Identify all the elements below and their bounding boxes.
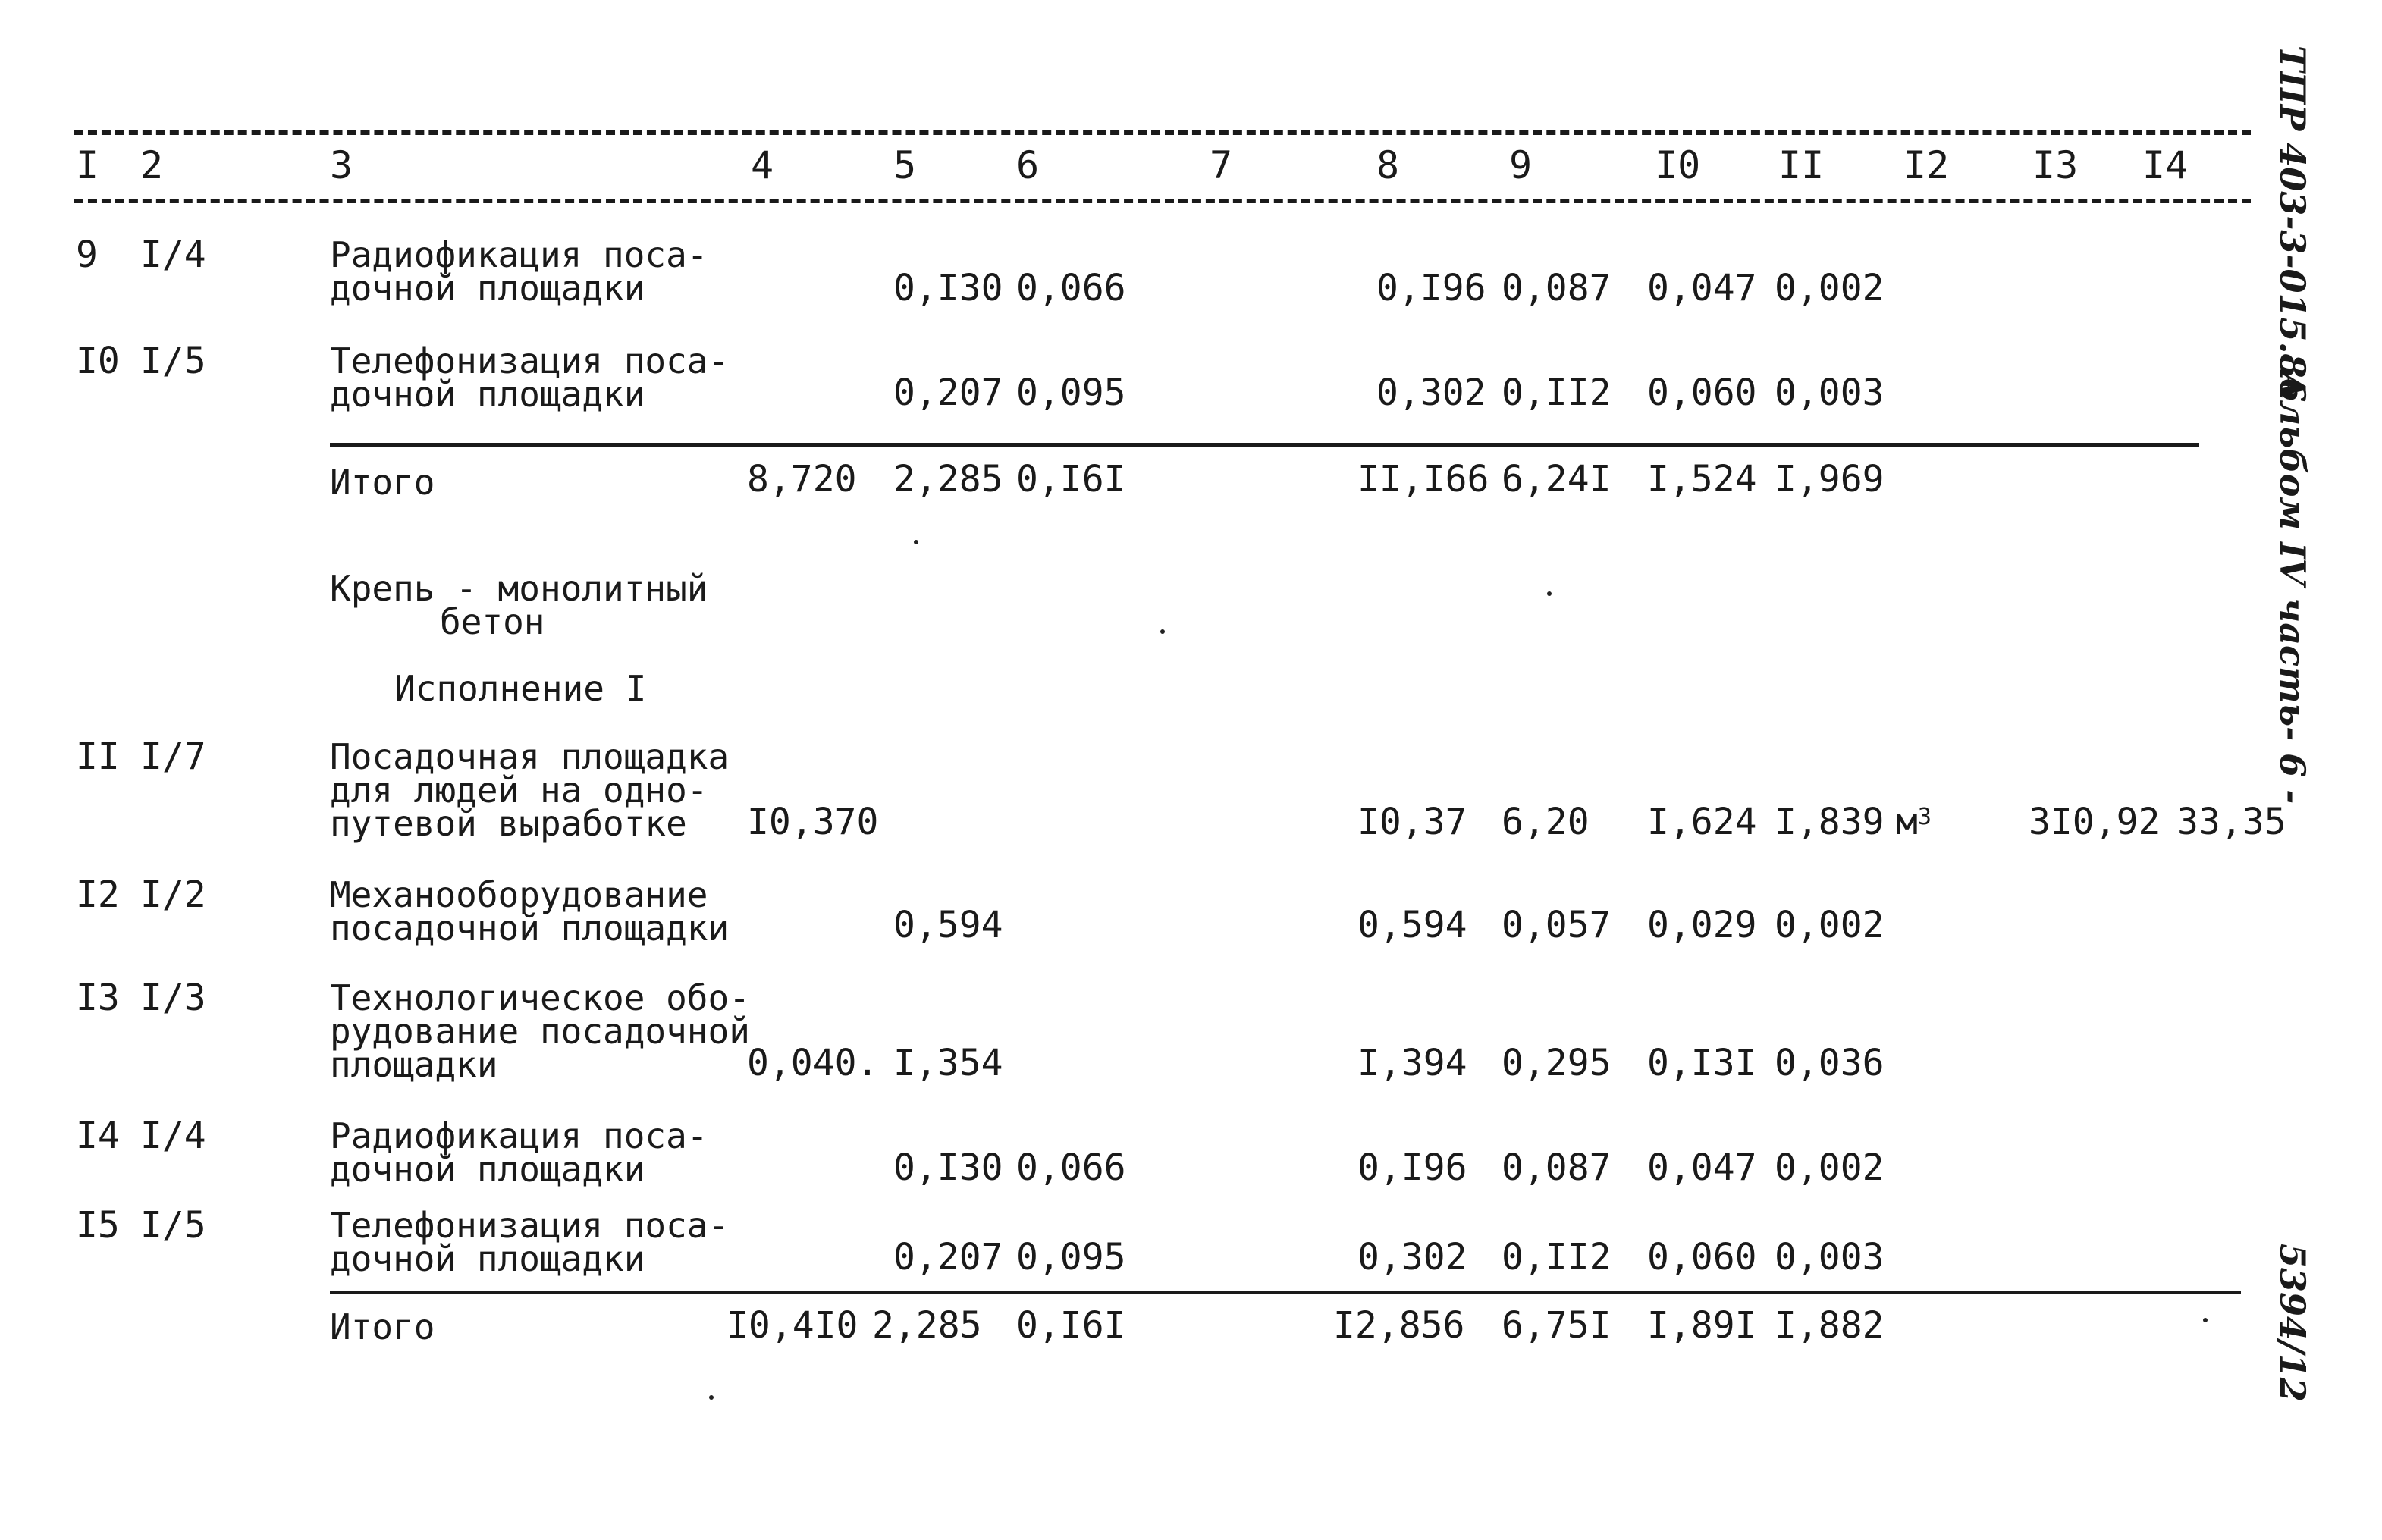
subtotal-rule-1 [330,443,2199,447]
row-11-unit [1896,801,1932,843]
row-15-name-line-1: Телефонизация поса- [330,1205,730,1246]
row-12-name-line-1: Механооборудование [330,874,708,915]
row-11-code: I/7 [140,735,206,778]
header-col-13: I3 [2032,143,2079,187]
subtotal-rule-2 [330,1291,2241,1294]
side-album-label: Альбом IV часть- 6 - [2272,372,2313,805]
row-14-col-5: 0,I30 [893,1146,1003,1189]
row-15-col-11: 0,003 [1775,1236,1885,1278]
row-15-col-8: 0,302 [1357,1236,1467,1278]
row-11-col-14: 33,35 [2176,801,2286,843]
row-14-col-8: 0,I96 [1357,1146,1467,1189]
row-15-num: I5 [76,1204,120,1247]
side-document-code: ТПР 403-3-015.86 [2272,45,2313,403]
row-10-col-10: 0,060 [1647,372,1757,414]
subtotal-2-col-11: I,882 [1775,1304,1885,1347]
row-10-name-line-2: дочной площадки [330,374,645,415]
row-13-col-11: 0,036 [1775,1042,1885,1084]
row-15-col-9: 0,II2 [1502,1236,1612,1278]
row-11-num: II [76,735,120,778]
header-col-6: 6 [1016,143,1040,187]
row-11-unit-base: м [1896,801,1918,843]
row-15-col-6: 0,095 [1016,1236,1126,1278]
row-12-col-11: 0,002 [1775,904,1885,946]
row-9-name-line-2: дочной площадки [330,268,645,309]
row-9-col-9: 0,087 [1502,267,1612,309]
row-14-col-6: 0,066 [1016,1146,1126,1189]
subtotal-2-label: Итого [330,1306,435,1347]
scan-speck [1547,591,1552,596]
row-9-col-11: 0,002 [1775,267,1885,309]
row-11-name-line-1: Посадочная площадка [330,736,730,777]
side-sheet-number: 5394/12 [2272,1244,2313,1402]
row-15-name-line-2: дочной площадки [330,1238,645,1279]
subtotal-1-col-6: 0,I6I [1016,458,1126,500]
row-10-col-8: 0,302 [1376,372,1486,414]
row-13-col-10: 0,I3I [1647,1042,1757,1084]
row-11-unit-exponent: 3 [1917,804,1932,830]
header-col-5: 5 [893,143,917,187]
row-11-col-11: I,839 [1775,801,1885,843]
row-12-num: I2 [76,874,120,916]
row-13-code: I/3 [140,977,206,1019]
header-col-9: 9 [1509,143,1533,187]
subtotal-2-col-9: 6,75I [1502,1304,1612,1347]
header-col-1: I [76,143,99,187]
row-9-col-6: 0,066 [1016,267,1126,309]
header-col-11: II [1778,143,1825,187]
row-13-col-4: 0,040. [747,1042,879,1084]
row-9-name-line-1: Радиофикация поса- [330,234,708,275]
subtotal-2-col-4: I0,4I0 [727,1304,858,1347]
subtotal-2-col-6: 0,I6I [1016,1304,1126,1347]
row-11-col-4: I0,370 [747,801,879,843]
subtotal-2-col-8: I2,856 [1333,1304,1465,1347]
row-10-name-line-1: Телефонизация поса- [330,340,730,381]
header-col-4: 4 [751,143,774,187]
section-subheading: Исполнение I [394,668,647,709]
row-14-col-10: 0,047 [1647,1146,1757,1189]
row-11-name-line-2: для людей на одно- [330,770,708,811]
row-10-code: I/5 [140,340,206,382]
subtotal-1-col-8: II,I66 [1357,458,1489,500]
header-col-8: 8 [1376,143,1400,187]
subtotal-2-col-5: 2,285 [872,1304,982,1347]
row-10-num: I0 [76,340,120,382]
row-11-col-13: 3I0,92 [2029,801,2161,843]
row-13-name-line-3: площадки [330,1044,498,1085]
row-13-name-line-1: Технологическое обо- [330,977,750,1018]
section-heading-line-2: бетон [440,601,545,642]
row-13-col-8: I,394 [1357,1042,1467,1084]
row-9-col-10: 0,047 [1647,267,1757,309]
row-14-code: I/4 [140,1115,206,1157]
scan-speck [2203,1318,2208,1322]
row-13-col-9: 0,295 [1502,1042,1612,1084]
row-14-col-11: 0,002 [1775,1146,1885,1189]
header-bottom-rule [74,199,2251,203]
row-15-col-10: 0,060 [1647,1236,1757,1278]
row-14-col-9: 0,087 [1502,1146,1612,1189]
subtotal-1-col-9: 6,24I [1502,458,1612,500]
subtotal-1-col-4: 8,720 [747,458,857,500]
row-14-num: I4 [76,1115,120,1157]
row-15-col-5: 0,207 [893,1236,1003,1278]
row-14-name-line-1: Радиофикация поса- [330,1115,708,1156]
row-13-col-5: I,354 [893,1042,1003,1084]
row-12-name-line-2: посадочной площадки [330,908,730,949]
row-10-col-6: 0,095 [1016,372,1126,414]
row-10-col-5: 0,207 [893,372,1003,414]
row-12-code: I/2 [140,874,206,916]
row-13-name-line-2: рудование посадочной [330,1011,750,1052]
row-11-name-line-3: путевой выработке [330,803,687,844]
subtotal-1-col-10: I,524 [1647,458,1757,500]
header-col-14: I4 [2142,143,2189,187]
row-13-num: I3 [76,977,120,1019]
row-10-col-9: 0,II2 [1502,372,1612,414]
header-col-3: 3 [330,143,353,187]
header-col-7: 7 [1210,143,1233,187]
subtotal-1-col-11: I,969 [1775,458,1885,500]
subtotal-1-col-5: 2,285 [893,458,1003,500]
section-heading-line-1: Крепь - монолитный [330,568,708,609]
row-12-col-9: 0,057 [1502,904,1612,946]
row-12-col-8: 0,594 [1357,904,1467,946]
row-12-col-5: 0,594 [893,904,1003,946]
scan-speck [1160,629,1165,634]
row-11-col-10: I,624 [1647,801,1757,843]
row-15-code: I/5 [140,1204,206,1247]
scan-speck [709,1395,714,1400]
header-top-rule [74,130,2251,135]
row-9-code: I/4 [140,234,206,276]
row-9-col-8: 0,I96 [1376,267,1486,309]
header-col-12: I2 [1903,143,1950,187]
scan-speck [914,540,918,544]
row-10-col-11: 0,003 [1775,372,1885,414]
row-9-num: 9 [76,234,98,276]
header-col-2: 2 [140,143,164,187]
subtotal-2-col-10: I,89I [1647,1304,1757,1347]
subtotal-1-label: Итого [330,462,435,503]
row-11-col-8: I0,37 [1357,801,1467,843]
row-9-col-5: 0,I30 [893,267,1003,309]
row-14-name-line-2: дочной площадки [330,1149,645,1190]
row-11-col-9: 6,20 [1502,801,1590,843]
row-12-col-10: 0,029 [1647,904,1757,946]
header-col-10: I0 [1655,143,1701,187]
